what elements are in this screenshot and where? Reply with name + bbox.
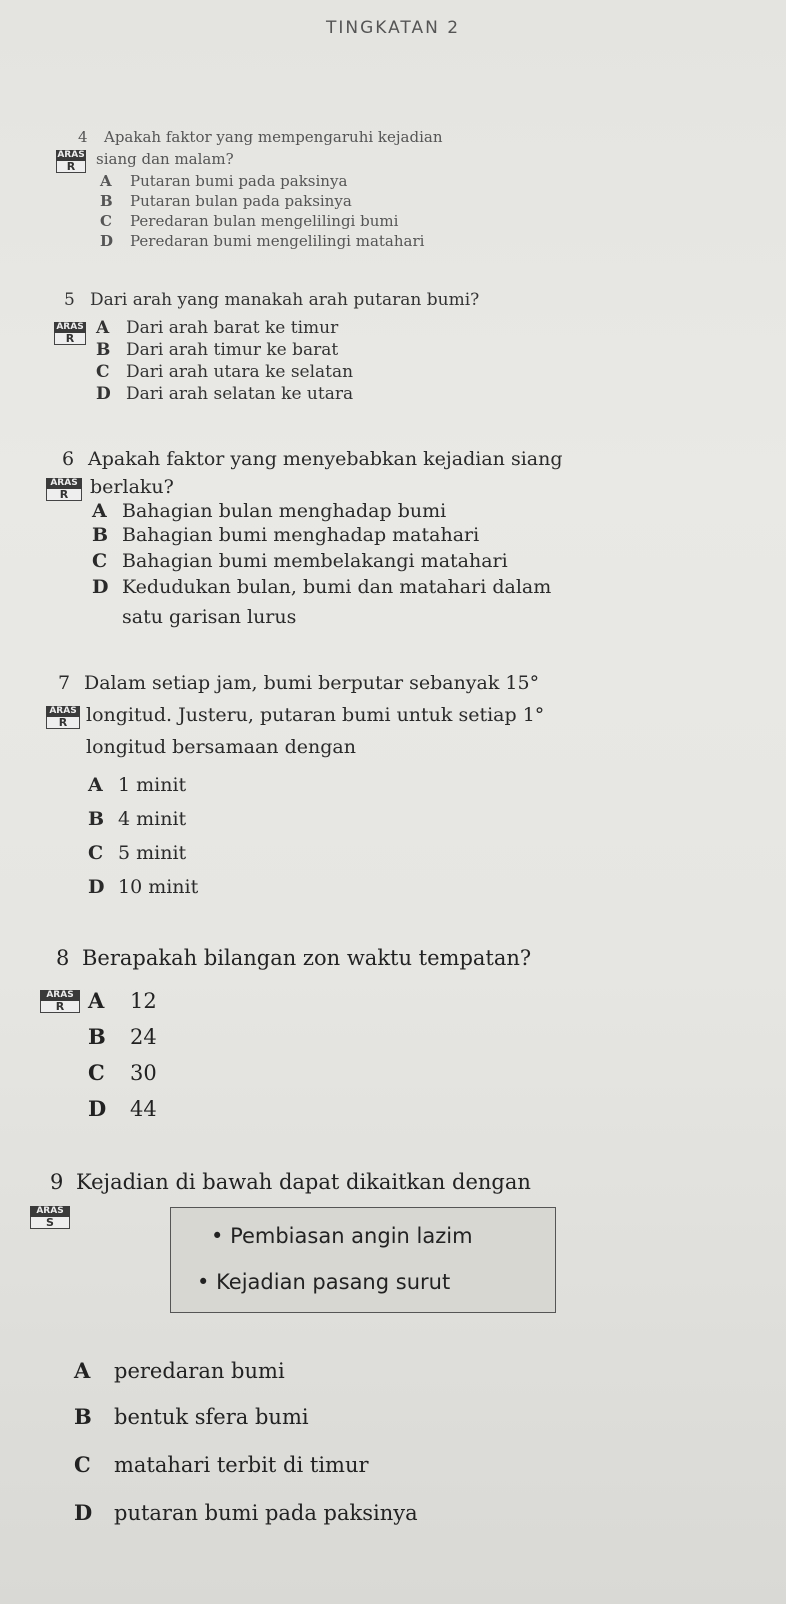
question-9-option-a[interactable]: A peredaran bumi [74, 1358, 285, 1383]
question-8-option-d[interactable]: D 44 [88, 1096, 157, 1121]
question-7-stem-line-3: longitud bersamaan dengan [86, 736, 356, 758]
question-7-option-a[interactable]: A 1 minit [88, 774, 187, 796]
question-5-aras-badge: ARAS R [54, 322, 86, 345]
question-7-stem-line-2: longitud. Justeru, putaran bumi untuk setiap 1° [86, 704, 545, 726]
question-9-aras-badge: ARAS S [30, 1206, 70, 1229]
event-item-1: • Pembiasan angin lazim [211, 1224, 473, 1248]
question-4-number: 4 [78, 128, 88, 146]
event-item-2: • Kejadian pasang surut [197, 1270, 451, 1294]
question-6-stem-line-2: berlaku? [90, 476, 174, 498]
question-5-option-a[interactable]: A Dari arah barat ke timur [96, 318, 339, 338]
question-4-option-a[interactable]: A Putaran bumi pada paksinya [100, 172, 348, 190]
question-8-option-a[interactable]: A 12 [88, 988, 157, 1013]
question-8-option-c[interactable]: C 30 [88, 1060, 157, 1085]
question-8-stem: 8 Berapakah bilangan zon waktu tempatan? [56, 946, 532, 970]
question-6-option-b[interactable]: B Bahagian bumi menghadap matahari [92, 524, 480, 546]
question-6-number: 6 [62, 448, 75, 470]
question-8-aras-badge: ARAS R [40, 990, 80, 1013]
question-4-stem [78, 128, 443, 146]
question-5-option-c[interactable]: C Dari arah utara ke selatan [96, 362, 354, 382]
question-7-option-d[interactable]: D 10 minit [88, 876, 199, 898]
question-9-option-c[interactable]: C matahari terbit di timur [74, 1452, 369, 1477]
question-4-option-c[interactable]: C Peredaran bulan mengelilingi bumi [100, 212, 399, 230]
question-7-option-c[interactable]: C 5 minit [88, 842, 187, 864]
question-4-option-d[interactable]: D Peredaran bumi mengelilingi matahari [100, 232, 425, 250]
question-9-number: 9 [50, 1170, 64, 1194]
question-4-stem-line-2: siang dan malam? [96, 150, 234, 168]
question-9-option-b[interactable]: B bentuk sfera bumi [74, 1404, 309, 1429]
question-5-option-d[interactable]: D Dari arah selatan ke utara [96, 384, 354, 404]
question-7-number: 7 [58, 672, 71, 694]
question-7-aras-badge: ARAS R [46, 706, 80, 729]
question-7-option-b[interactable]: B 4 minit [88, 808, 187, 830]
question-6-stem: 6 Apakah faktor yang menyebabkan kejadian siang [62, 448, 563, 470]
question-9-option-d[interactable]: D putaran bumi pada paksinya [74, 1500, 418, 1525]
question-8-option-b[interactable]: B 24 [88, 1024, 157, 1049]
question-6-option-c[interactable]: C Bahagian bumi membelakangi matahari [92, 550, 508, 572]
question-4-aras-badge: ARAS R [57, 150, 85, 173]
question-6-option-d-line-2: satu garisan lurus [122, 606, 297, 628]
question-7-stem: 7 Dalam setiap jam, bumi berputar sebanyak 15° [58, 672, 540, 694]
question-9-stem: 9 Kejadian di bawah dapat dikaitkan dengan [50, 1170, 531, 1194]
question-5-number: 5 [64, 290, 75, 310]
question-5-option-b[interactable]: B Dari arah timur ke barat [96, 340, 339, 360]
question-4-stem-line-1: Apakah faktor yang mempengaruhi kejadian [104, 128, 443, 146]
question-4-option-b[interactable]: B Putaran bulan pada paksinya [100, 192, 352, 210]
question-6-option-d[interactable]: D Kedudukan bulan, bumi dan matahari dalam [92, 576, 552, 598]
question-8-number: 8 [56, 946, 70, 970]
level-title: TINGKATAN 2 [325, 18, 461, 38]
question-5-stem: 5 Dari arah yang manakah arah putaran bumi? [64, 290, 480, 310]
event-list-box [170, 1207, 556, 1313]
question-6-option-a[interactable]: A Bahagian bulan menghadap bumi [92, 500, 447, 522]
question-6-aras-badge: ARAS R [46, 478, 82, 501]
